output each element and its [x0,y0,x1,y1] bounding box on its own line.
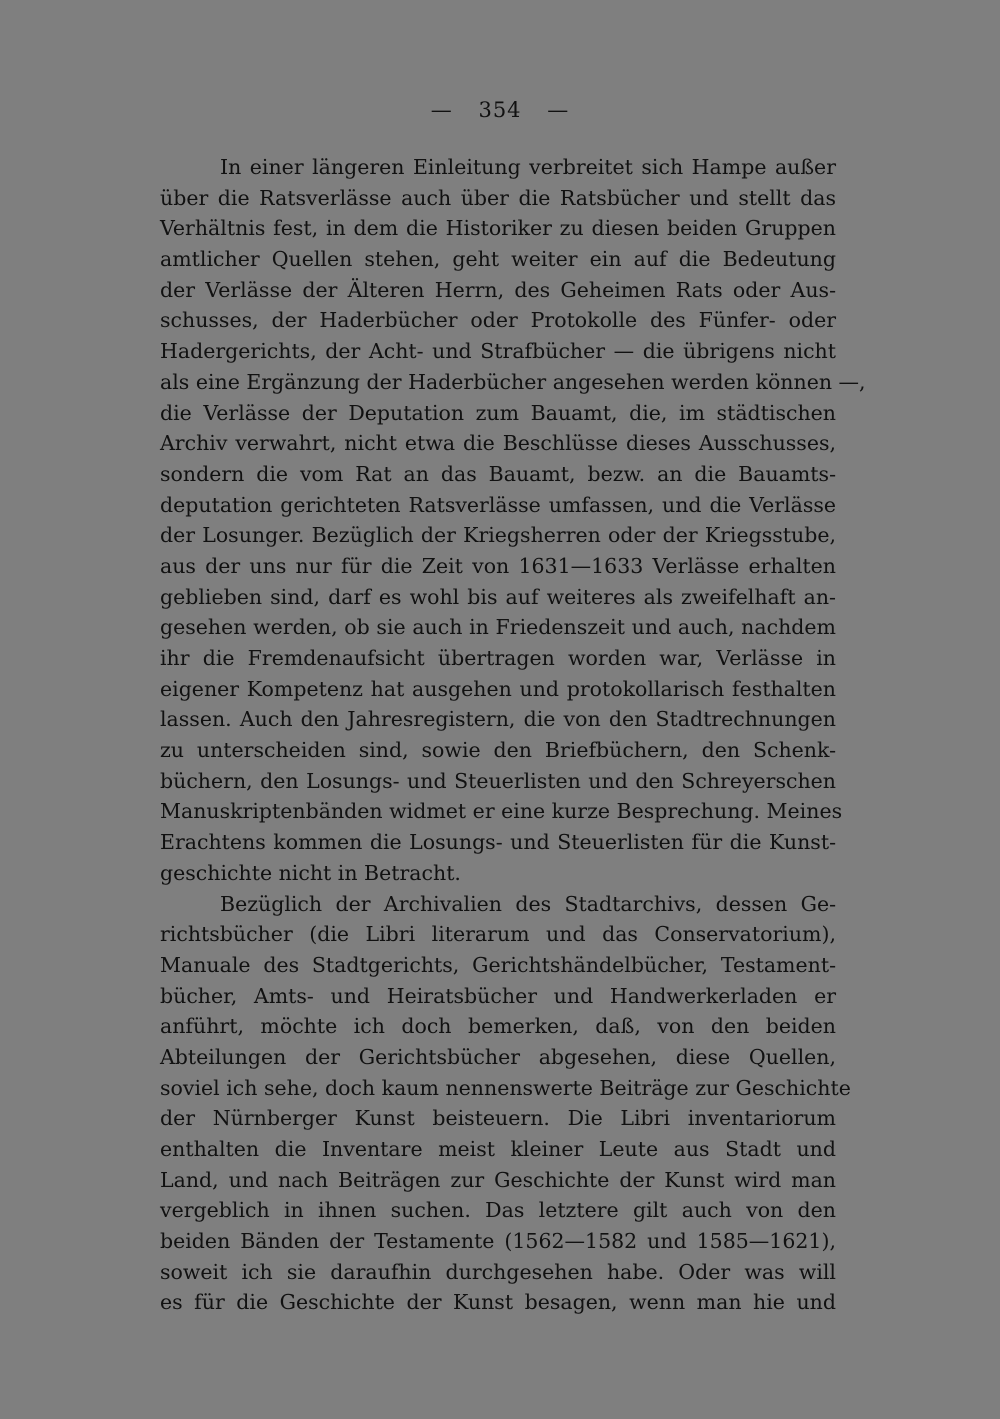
text-line: Bezüglich der Archivalien des Stadtarchivs, dessen Ge- [220,891,836,916]
text-line: der Verlässe der Älteren Herrn, des Geheimen Rats oder Aus- [160,277,836,302]
text-line: als eine Ergänzung der Haderbücher angesehen werden können —, [160,369,866,394]
text-line: es für die Geschichte der Kunst besagen, wenn man hie und [160,1290,836,1315]
text-line: soweit ich sie daraufhin durchgesehen habe. Oder was will [160,1259,836,1284]
text-line: der Nürnberger Kunst beisteuern. Die Libri inventariorum [160,1106,836,1131]
text-line: enthalten die Inventare meist kleiner Leute aus Stadt und [160,1137,836,1161]
text-line: beiden Bänden der Testamente (1562—1582 und 1585—1621), [160,1229,836,1254]
body-text [160,152,866,1318]
text-line: In einer längeren Einleitung verbreitet sich Hampe außer [220,155,836,179]
text-line: Hadergerichts, der Acht- und Strafbücher — die übrigens nicht [160,339,836,364]
page-number: 354 [478,98,522,122]
text-line: zu unterscheiden sind, sowie den Briefbüchern, den Schenk- [160,738,836,763]
text-line: geschichte nicht in Betracht. [160,860,461,885]
text-line: die Verlässe der Deputation zum Bauamt, die, im städtischen [160,400,836,425]
text-line: richtsbücher (die Libri literarum und das Conservatorium), [160,922,836,947]
page-number-dash-right: — [547,98,570,122]
text-line: Abteilungen der Gerichtsbücher abgesehen, diese Quellen, [160,1044,836,1069]
text-line: sondern die vom Rat an das Bauamt, bezw. an die Bauamts- [160,461,836,486]
text-line: schusses, der Haderbücher oder Protokolle des Fünfer- oder [160,308,836,333]
text-line: über die Ratsverlässe auch über die Ratsbücher und stellt das [160,185,836,210]
page-number-header [0,98,1000,122]
text-line: Verhältnis fest, in dem die Historiker zu diesen beiden Gruppen [160,216,836,241]
text-line: ihr die Fremdenaufsicht übertragen worden war, Verlässe in [160,646,836,670]
text-line: amtlicher Quellen stehen, geht weiter ein auf die Bedeutung [160,247,836,272]
text-line: anführt, möchte ich doch bemerken, daß, von den beiden [160,1014,836,1039]
text-line: Land, und nach Beiträgen zur Geschichte der Kunst wird man [160,1167,836,1192]
page-number-dash-left: — [430,98,453,122]
text-line: soviel ich sehe, doch kaum nennenswerte Beiträge zur Geschichte [160,1075,851,1100]
text-line: gesehen werden, ob sie auch in Friedenszeit und auch, nachdem [160,615,836,640]
text-line: eigener Kompetenz hat ausgehen und protokollarisch festhalten [160,676,836,701]
text-line: Archiv verwahrt, nicht etwa die Beschlüsse dieses Ausschusses, [160,431,836,456]
text-line: büchern, den Losungs- und Steuerlisten und den Schreyerschen [160,768,836,793]
text-line: Erachtens kommen die Losungs- und Steuerlisten für die Kunst- [160,830,836,855]
text-line: geblieben sind, darf es wohl bis auf weiteres als zweifelhaft an- [160,584,836,609]
text-line: Manuale des Stadtgerichts, Gerichtshändelbücher, Testament- [160,952,836,977]
text-line: vergeblich in ihnen suchen. Das letztere gilt auch von den [160,1198,836,1223]
text-line: deputation gerichteten Ratsverlässe umfassen, und die Verlässe [160,492,836,517]
text-line: lassen. Auch den Jahresregistern, die von den Stadtrechnungen [160,707,836,732]
text-line: bücher, Amts- und Heiratsbücher und Handwerkerladen er [160,983,836,1008]
text-line: aus der uns nur für die Zeit von 1631—1633 Verlässe erhalten [160,553,836,578]
text-line: der Losunger. Bezüglich der Kriegsherren oder der Kriegsstube, [160,523,836,548]
text-line: Manuskriptenbänden widmet er eine kurze Besprechung. Meines [160,799,843,824]
